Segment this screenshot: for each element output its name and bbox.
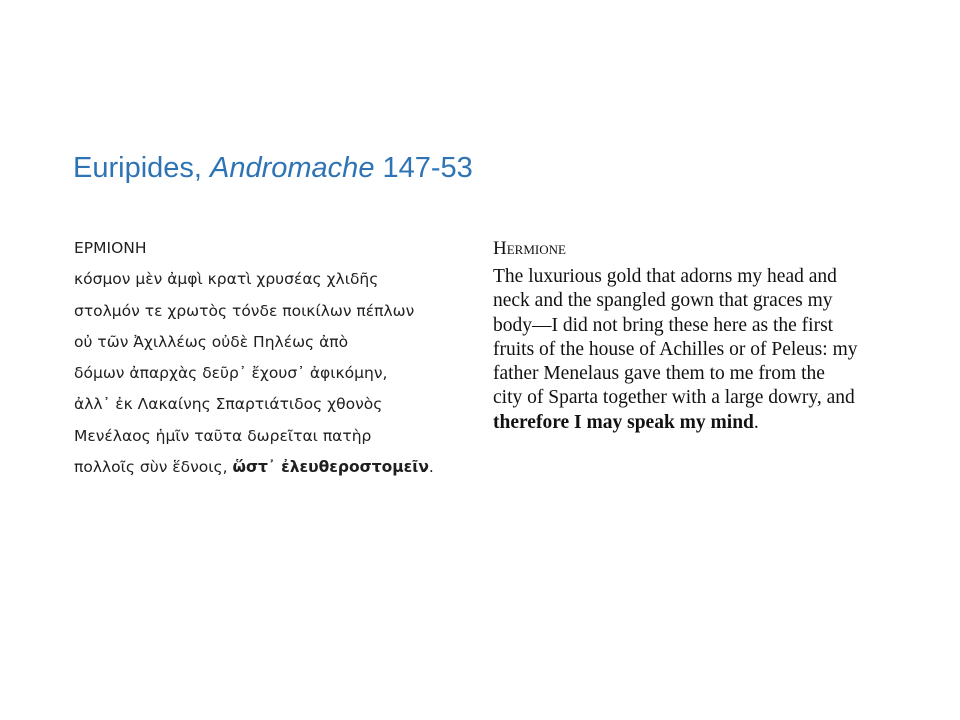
english-line-7-bold: therefore I may speak my mind: [493, 411, 754, 433]
greek-line-6: Μενέλαος ἡμῖν ταῦτα δωρεῖται πατὴρ: [74, 426, 372, 445]
english-line-4: fruits of the house of Achilles or of Peleus: my: [493, 338, 858, 360]
greek-speaker: ΕΡΜΙΟΝΗ: [74, 239, 147, 257]
greek-line-1: κόσμον μὲν ἀμφὶ κρατὶ χρυσέας χλιδῆς: [74, 270, 379, 289]
english-line-2: neck and the spangled gown that graces my: [493, 290, 833, 312]
greek-line-2: στολμόν τε χρωτὸς τόνδε ποικίλων πέπλων: [74, 301, 415, 320]
greek-line-7-plain: πολλοῖς σὺν ἕδνοις,: [74, 458, 233, 477]
title-work: Andromache: [210, 152, 375, 184]
english-line-6: city of Sparta together with a large dowry, and: [493, 387, 855, 409]
greek-line-7-bold: ὥστ᾽ ἐλευθεροστομεῖν: [232, 458, 429, 477]
greek-line-7-end: .: [428, 458, 434, 477]
english-line-5: father Menelaus gave them to me from the: [493, 363, 825, 385]
english-line-3: body—I did not bring these here as the first: [493, 314, 834, 336]
greek-line-7: [74, 452, 474, 483]
english-translation: [493, 233, 893, 435]
greek-text: [74, 233, 474, 483]
greek-line-5: ἀλλ᾽ ἐκ Λακαίνης Σπαρτιάτιδος χθονὸς: [74, 395, 383, 414]
english-line-7: [493, 411, 893, 435]
slide-title: [73, 148, 473, 188]
greek-line-4: δόμων ἀπαρχὰς δεῦρ᾽ ἔχουσ᾽ ἀφικόμην,: [74, 364, 388, 383]
title-lines: 147-53: [374, 152, 473, 184]
english-line-1: The luxurious gold that adorns my head and: [493, 266, 837, 287]
english-line-7-end: .: [753, 411, 759, 433]
english-speaker: Hermione: [493, 238, 566, 259]
title-author: Euripides,: [73, 152, 211, 184]
greek-line-3: οὐ τῶν Ἀχιλλέως οὐδὲ Πηλέως ἀπὸ: [74, 332, 349, 351]
